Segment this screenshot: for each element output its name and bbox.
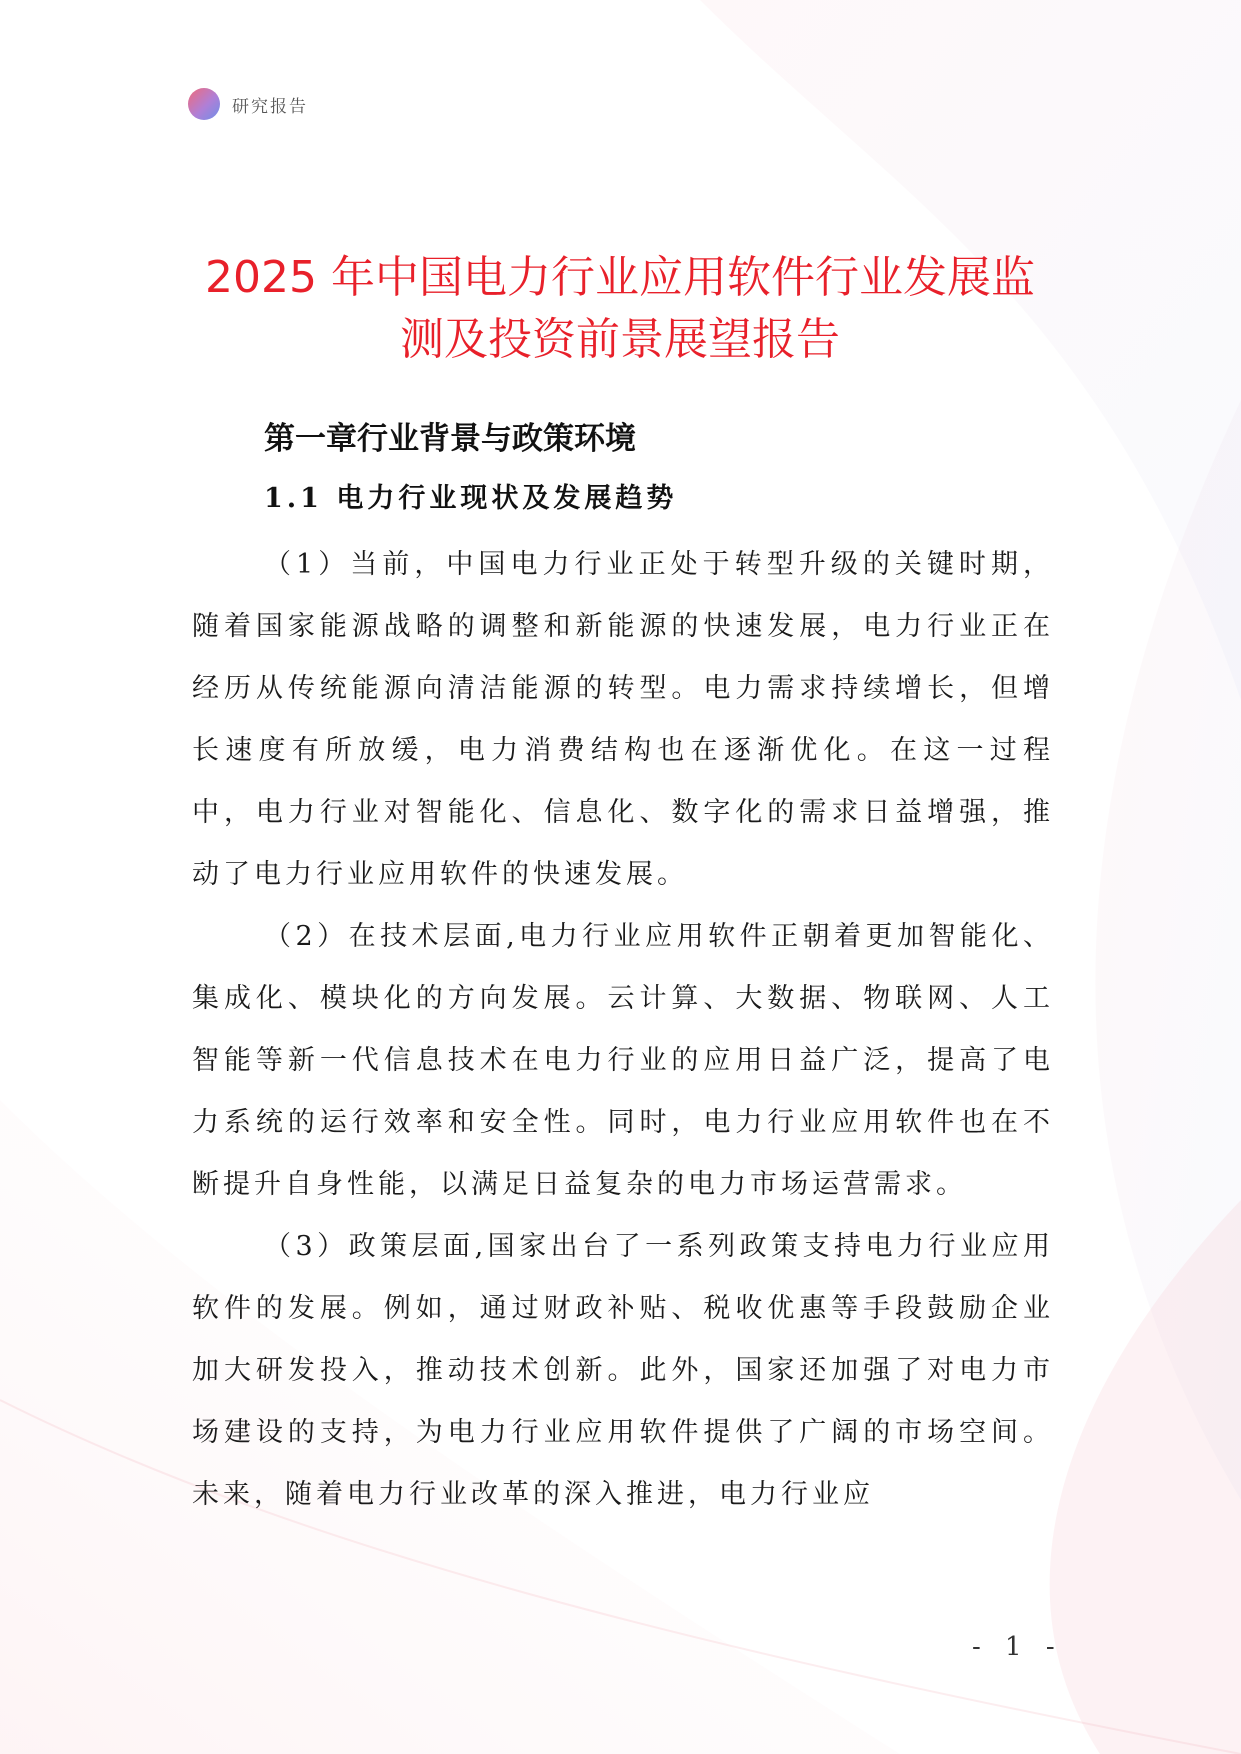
paragraph: （2）在技术层面,电力行业应用软件正朝着更加智能化、集成化、模块化的方向发展。云计算、大数据、物联网、人工智能等新一代信息技术在电力行业的应用日益广泛，提高了电力系统的运行效率和安全性。同时，电力行业应用软件也在不断提升自身性能，以满足日益复杂的电力市场运营需求。 <box>192 921 1054 1200</box>
title-line-1: 2025 年中国电力行业应用软件行业发展监 <box>205 252 1035 304</box>
report-header <box>188 88 308 120</box>
header-label: 研究报告 <box>232 96 308 117</box>
section-heading: 1.1 电力行业现状及发展趋势 <box>264 483 678 514</box>
logo-icon <box>188 88 220 120</box>
report-body <box>192 414 1054 1526</box>
chapter-heading: 第一章行业背景与政策环境 <box>264 421 636 457</box>
paragraph: （1）当前，中国电力行业正处于转型升级的关键时期，随着国家能源战略的调整和新能源的快速发展，电力行业正在经历从传统能源向清洁能源的转型。电力需求持续增长，但增长速度有所放缓，电力消费结构也在逐渐优化。在这一过程中，电力行业对智能化、信息化、数字化的需求日益增强，推动了电力行业应用软件的快速发展。 <box>192 549 1054 890</box>
page-number: - 1 - <box>972 1632 1063 1662</box>
paragraph: （3）政策层面,国家出台了一系列政策支持电力行业应用软件的发展。例如，通过财政补贴、税收优惠等手段鼓励企业加大研发投入，推动技术创新。此外，国家还加强了对电力市场建设的支持，为电力行业应用软件提供了广阔的市场空间。未来，随着电力行业改革的深入推进，电力行业应 <box>192 1231 1054 1510</box>
title-line-2: 测及投资前景展望报告 <box>400 314 840 366</box>
report-title <box>150 247 1090 371</box>
